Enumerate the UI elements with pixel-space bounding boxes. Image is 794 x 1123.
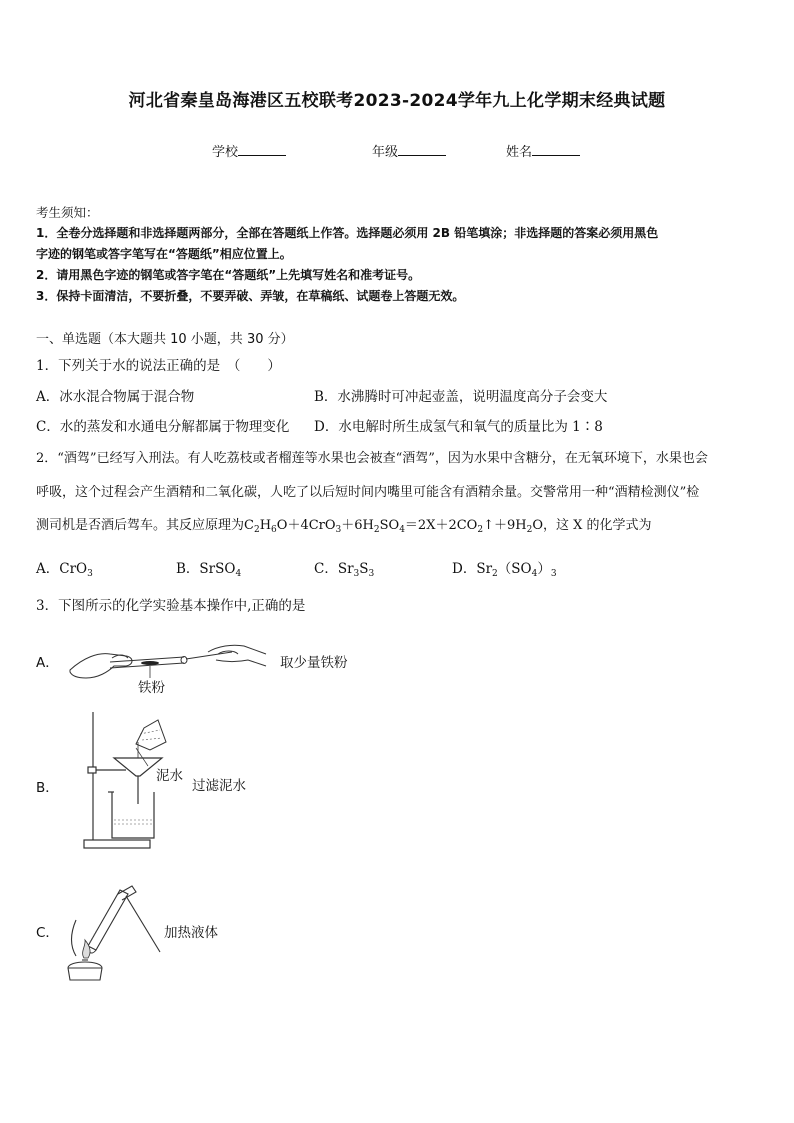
q2-line-3 (36, 514, 652, 535)
q3-figure-c[interactable] (62, 884, 162, 988)
q2-line-3-suffix: ，这 X 的化学式为 (542, 518, 652, 533)
flame-icon (83, 940, 91, 958)
q3-option-c-letter[interactable]: C． (36, 925, 59, 941)
q2-option-d[interactable]: D．$Sr_2(SO_4)_3$ (452, 561, 557, 579)
name-field[interactable] (506, 141, 580, 160)
name-label: 姓名 (506, 145, 533, 160)
notice-item-2: 2．请用黑色字迹的钢笔或答字笔在“答题纸”上先填写姓名和准考证号。 (36, 268, 421, 282)
reaction-equation: $C_2H_6O+4CrO_3+6H_2SO_4=2X+2CO_2↑+9H_2O$ (244, 518, 543, 535)
q3-option-b-letter[interactable]: B． (36, 780, 59, 796)
q3-option-a-letter[interactable]: A． (36, 655, 59, 671)
notice-heading: 考生须知： (36, 205, 99, 220)
q1-option-c[interactable]: C．水的蒸发和水通电分解都属于物理变化 (36, 419, 290, 435)
notice-item-3: 3．保持卡面清洁，不要折叠，不要弄破、弄皱，在草稿纸、试题卷上答题无效。 (36, 289, 465, 303)
section-heading: 一、单选题（本大题共 10 小题，共 30 分） (36, 332, 294, 347)
q3-stem: 3．下图所示的化学实验基本操作中,正确的是 (36, 598, 306, 614)
grade-label: 年级 (372, 145, 399, 160)
q1-option-d[interactable]: D．水电解时所生成氢气和氧气的质量比为 1∶8 (314, 419, 603, 435)
q3-figure-a[interactable] (68, 632, 268, 692)
q1-stem: 1．下列关于水的说法正确的是 （ ） (36, 358, 281, 374)
grade-field[interactable] (372, 141, 446, 160)
iron-powder-mark (141, 661, 159, 665)
q3-option-c-label: 加热液体 (164, 925, 218, 941)
q3-option-b-tag: 泥水 (156, 768, 183, 784)
q2-line-2: 呼吸，这个过程会产生酒精和二氧化碳，人吃了以后短时间内嘴里可能含有酒精余量。交警常用一种“酒精检测仪”检 (36, 485, 700, 500)
q2-line-3-prefix: 测司机是否酒后驾车。其反应原理为 (36, 518, 245, 533)
q3-option-a-label: 取少量铁粉 (280, 655, 348, 671)
school-blank[interactable] (238, 143, 286, 156)
q2-option-c[interactable]: C．$Sr_3S_3$ (314, 561, 375, 579)
q2-option-a[interactable]: A．CrO$_3$ (36, 561, 93, 579)
q2-option-b[interactable]: B．SrSO$_4$ (176, 561, 242, 579)
name-blank[interactable] (532, 143, 580, 156)
page-title: 河北省秦皇岛海港区五校联考2023-2024学年九上化学期末经典试题 (128, 91, 666, 111)
grade-blank[interactable] (398, 143, 446, 156)
notice-item-1-line-1: 1．全卷分选择题和非选择题两部分，全部在答题纸上作答。选择题必须用 2B 铅笔填涂；非选择题的答案必须用黑色 (36, 226, 659, 240)
q2-line-1: 2．“酒驾”已经写入刑法。有人吃荔枝或者榴莲等水果也会被查“酒驾”，因为水果中含糖分，在无氧环境下，水果也会 (36, 451, 708, 466)
school-field[interactable] (212, 141, 286, 160)
q3-option-a-tag: 铁粉 (138, 680, 165, 696)
q1-option-b[interactable]: B．水沸腾时可冲起壶盖，说明温度高分子会变大 (314, 389, 608, 405)
school-label: 学校 (212, 145, 239, 160)
q1-option-a[interactable]: A．冰水混合物属于混合物 (36, 389, 195, 405)
q3-option-b-label: 过滤泥水 (192, 778, 246, 794)
notice-item-1-line-2: 字迹的钢笔或答字笔写在“答题纸”相应位置上。 (36, 247, 292, 261)
